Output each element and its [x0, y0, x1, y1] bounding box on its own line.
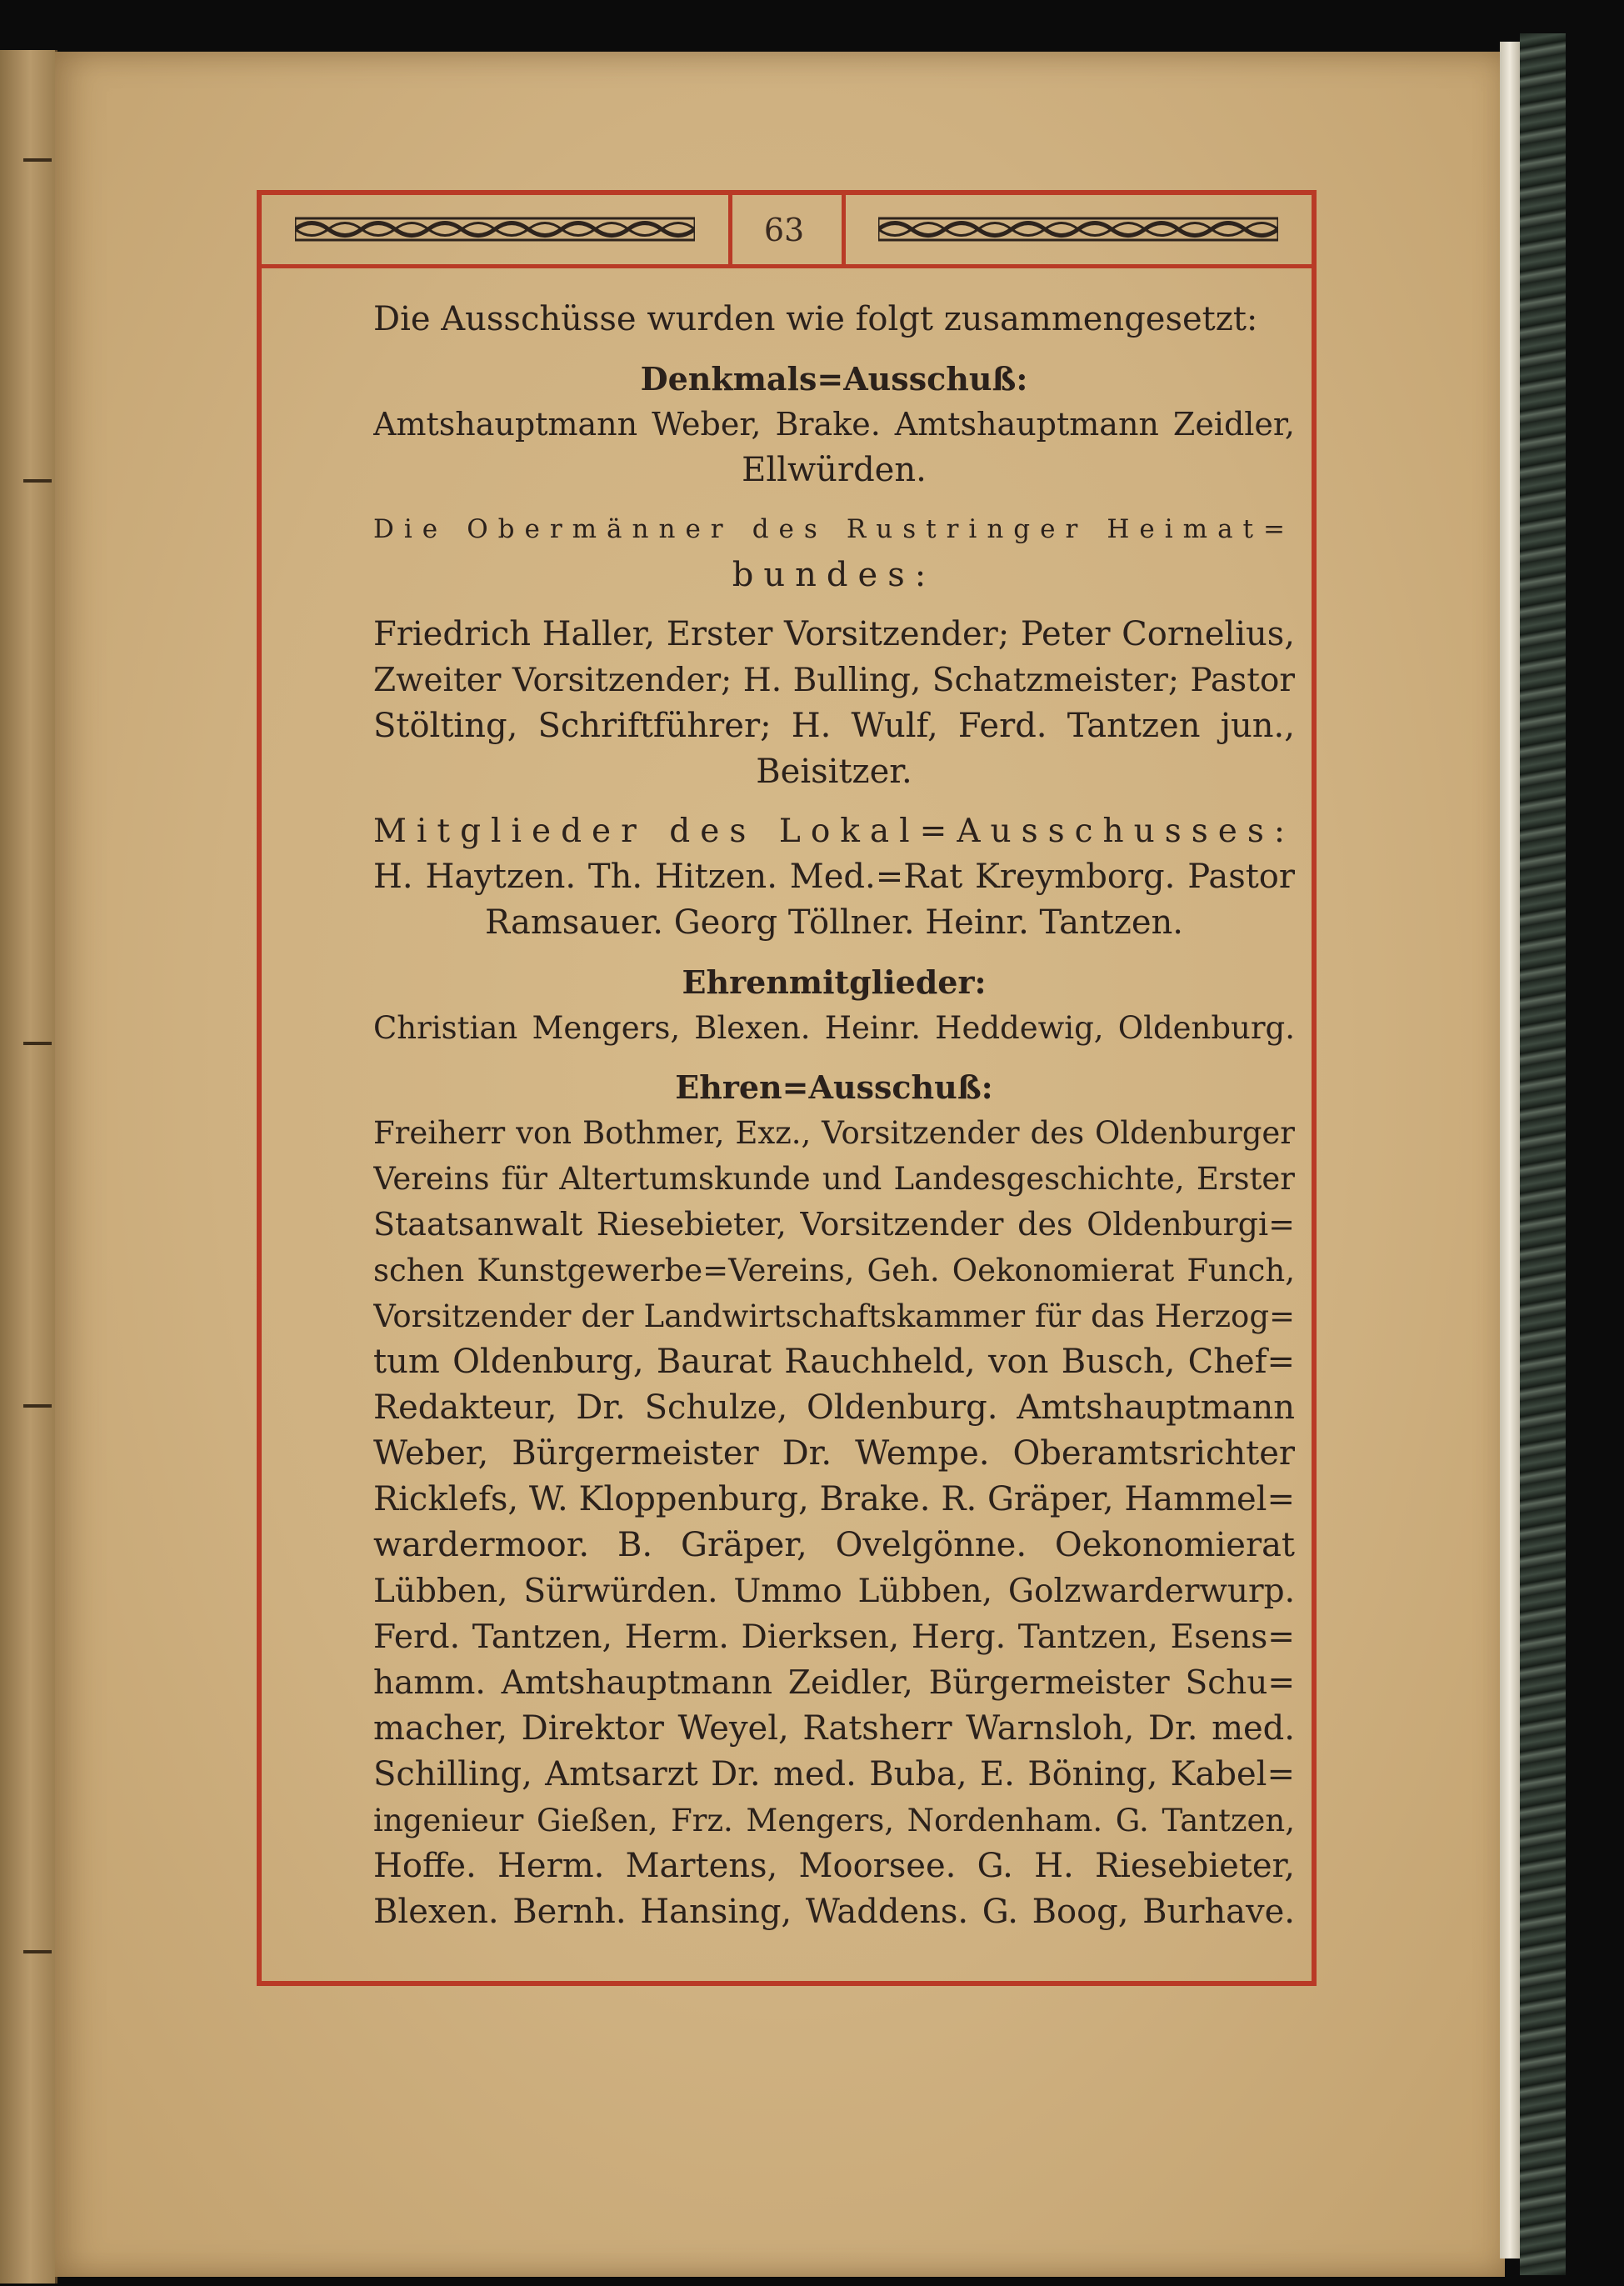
binding-stitch: [23, 1950, 52, 1953]
text-line: Ramsauer. Georg Töllner. Heinr. Tantzen.: [484, 903, 1184, 942]
text-line: Blexen. Bernh. Hansing, Waddens. G. Boog, Burhave.: [373, 1893, 1295, 1931]
page-number: 63: [763, 212, 805, 248]
binding-stitch: [23, 1404, 52, 1408]
page-edges: [1500, 42, 1520, 2258]
text-line: Redakteur, Dr. Schulze, Oldenburg. Amtshauptmann: [373, 1388, 1295, 1427]
heading-ehrenmitglieder: Ehrenmitglieder:: [682, 963, 987, 1001]
heading-lokal: Mitglieder des Lokal=Ausschusses:: [373, 813, 1295, 850]
page-content: [373, 297, 1295, 1935]
text-line: Ricklefs, W. Kloppenburg, Brake. R. Gräper, Hammel=: [373, 1480, 1295, 1518]
text-line: tum Oldenburg, Baurat Rauchheld, von Busch, Chef=: [373, 1343, 1295, 1381]
text-line: wardermoor. B. Gräper, Ovelgönne. Oekonomierat: [373, 1526, 1295, 1564]
text-line: Beisitzer.: [756, 753, 912, 791]
heading-obermaenner: bundes:: [732, 556, 937, 594]
text-line: Weber, Bürgermeister Dr. Wempe. Oberamtsrichter: [373, 1434, 1295, 1473]
text-line: Zweiter Vorsitzender; H. Bulling, Schatzmeister; Pastor: [373, 662, 1295, 699]
text-line: Ellwürden.: [742, 451, 927, 489]
text-line: schen Kunstgewerbe=Vereins, Geh. Oekonomierat Funch,: [373, 1253, 1295, 1288]
text-line: Freiherr von Bothmer, Exz., Vorsitzender des Oldenburger: [373, 1115, 1295, 1151]
binding-stitch: [23, 479, 52, 483]
text-line: Stölting, Schriftführer; H. Wulf, Ferd. Tantzen jun.,: [373, 707, 1295, 745]
header-row: [262, 195, 1312, 268]
text-line: Friedrich Haller, Erster Vorsitzender; Peter Cornelius,: [373, 615, 1295, 653]
binding-stitch: [23, 1042, 52, 1045]
text-line: H. Haytzen. Th. Hitzen. Med.=Rat Kreymborg. Pastor: [373, 858, 1295, 896]
text-line: Schilling, Amtsarzt Dr. med. Buba, E. Böning, Kabel=: [373, 1755, 1295, 1793]
right-ornament-icon: [878, 215, 1278, 243]
header-divider: [842, 195, 846, 264]
intro-line: Die Ausschüsse wurden wie folgt zusammengesetzt:: [373, 300, 1258, 338]
text-line: Ferd. Tantzen, Herm. Dierksen, Herg. Tantzen, Esens=: [373, 1618, 1295, 1656]
binding-stitch: [23, 158, 52, 162]
header-divider: [728, 195, 732, 264]
left-ornament-icon: [295, 215, 695, 243]
left-page-edge: [0, 50, 57, 2283]
text-line: Lübben, Sürwürden. Ummo Lübben, Golzwarderwurp.: [373, 1573, 1295, 1610]
text-line: ingenieur Gießen, Frz. Mengers, Nordenham. G. Tantzen,: [373, 1803, 1295, 1838]
heading-denkmal: Denkmals=Ausschuß:: [640, 360, 1028, 398]
text-line: Vereins für Altertumskunde und Landesgeschichte, Erster: [373, 1161, 1295, 1197]
text-line: Hoffe. Herm. Martens, Moorsee. G. H. Riesebieter,: [373, 1847, 1295, 1885]
text-line: hamm. Amtshauptmann Zeidler, Bürgermeister Schu=: [373, 1664, 1295, 1702]
marbled-cover: [1520, 33, 1566, 2275]
text-line: Christian Mengers, Blexen. Heinr. Heddewig, Oldenburg.: [373, 1010, 1295, 1046]
heading-ehrenausschuss: Ehren=Ausschuß:: [675, 1068, 993, 1106]
text-line: macher, Direktor Weyel, Ratsherr Warnsloh, Dr. med.: [373, 1709, 1295, 1748]
text-line: Staatsanwalt Riesebieter, Vorsitzender des Oldenburgi=: [373, 1206, 1295, 1243]
text-line: Vorsitzender der Landwirtschaftskammer für das Herzog=: [373, 1298, 1295, 1334]
heading-obermaenner: Die Obermänner des Rustringer Heimat=: [373, 514, 1295, 544]
text-line: Amtshauptmann Weber, Brake. Amtshauptmann Zeidler,: [373, 406, 1295, 443]
